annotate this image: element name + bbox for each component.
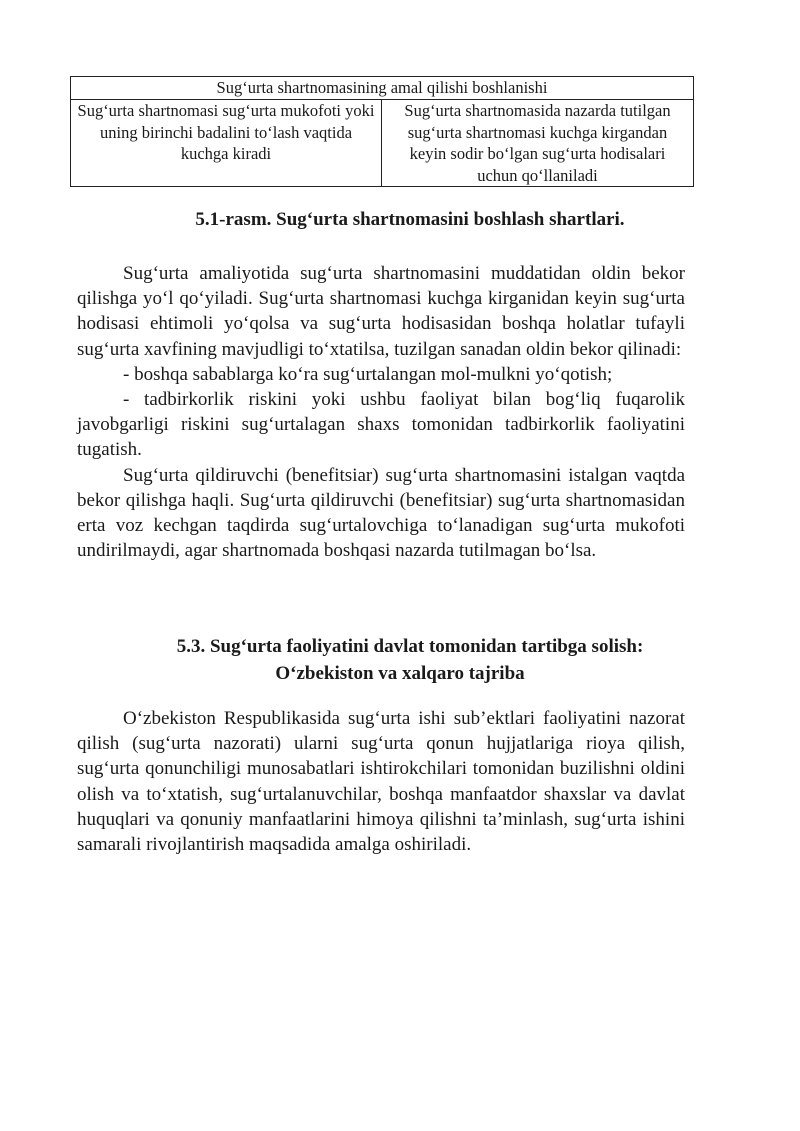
diagram-header: Sug‘urta shartnomasining amal qilishi boshlanishi xyxy=(71,77,693,100)
section-heading xyxy=(0,633,800,687)
paragraph: Sug‘urta qildiruvchi (benefitsiar) sug‘urta shartnomasini istalgan vaqtda bekor qilishga haqli. Sug‘urta qildiruvchi (benefitsiar) sug‘urta shartnomasidan erta voz kechgan taqdirda sug‘urtalovchiga to‘lanadigan sug‘urta mukofoti undirilmaydi, agar shartnomada boshqasi nazarda tutilmagan bo‘lsa. xyxy=(77,464,685,562)
diagram-right-cell: Sug‘urta shartnomasida nazarda tutilgan sug‘urta shartnomasi kuchga kirgandan keyin sodir bo‘lgan sug‘urta hodisalari uchun qo‘llaniladi xyxy=(404,101,671,185)
paragraph: Sug‘urta amaliyotida sug‘urta shartnomasini muddatidan oldin bekor qilishga yo‘l qo‘yiladi. Sug‘urta shartnomasi kuchga kirganidan keyin sug‘urta hodisasi ehtimoli yo‘qolsa va sug‘urta hodisasidan boshqa holatlar tufayli sug‘urta xavfining mavjudligi to‘xtatilsa, tuzilgan sanadan oldin bekor qilinadi: xyxy=(77,263,685,360)
figure-caption: 5.1-rasm. Sug‘urta shartnomasini boshlash shartlari. xyxy=(195,209,625,230)
list-item: - tadbirkorlik riskini yoki ushbu faoliyat bilan bog‘liq fuqarolik javobgarligi riskini sug‘urtalagan shaxs tomonidan tadbirkorlik faoliyatini tugatish. xyxy=(77,389,685,461)
body-text-section-2 xyxy=(77,706,685,857)
list-item: - boshqa sabablarga ko‘ra sug‘urtalangan mol-mulkni yo‘qotish; xyxy=(123,363,613,385)
contract-start-diagram xyxy=(70,76,694,187)
diagram-left-cell: Sug‘urta shartnomasi sug‘urta mukofoti yoki uning birinchi badalini to‘lash vaqtida kuchga kiradi xyxy=(71,100,382,186)
body-text-section-1 xyxy=(77,261,685,563)
diagram-columns xyxy=(71,100,693,186)
section-heading-line2: O‘zbekiston va xalqaro tajriba xyxy=(275,663,525,684)
section-heading-line1: 5.3. Sug‘urta faoliyatini davlat tomonidan tartibga solish: xyxy=(176,636,644,657)
paragraph: O‘zbekiston Respublikasida sug‘urta ishi sub’ektlari faoliyatini nazorat qilish (sug‘urta nazorati) ularni sug‘urta qonun hujjatlariga rioya qilish, sug‘urta qonunchiligi munosabatlari ishtirokchilari tomonidan buzilishni oldini olish va to‘xtatish, sug‘urtalanuvchilar, boshqa manfaatdor shaxslar va davlat huquqlari va qonuniy manfaatlarini himoya qilishni ta’minlash, sug‘urta ishini samarali rivojlantirish maqsadida amalga oshiriladi. xyxy=(77,708,685,856)
